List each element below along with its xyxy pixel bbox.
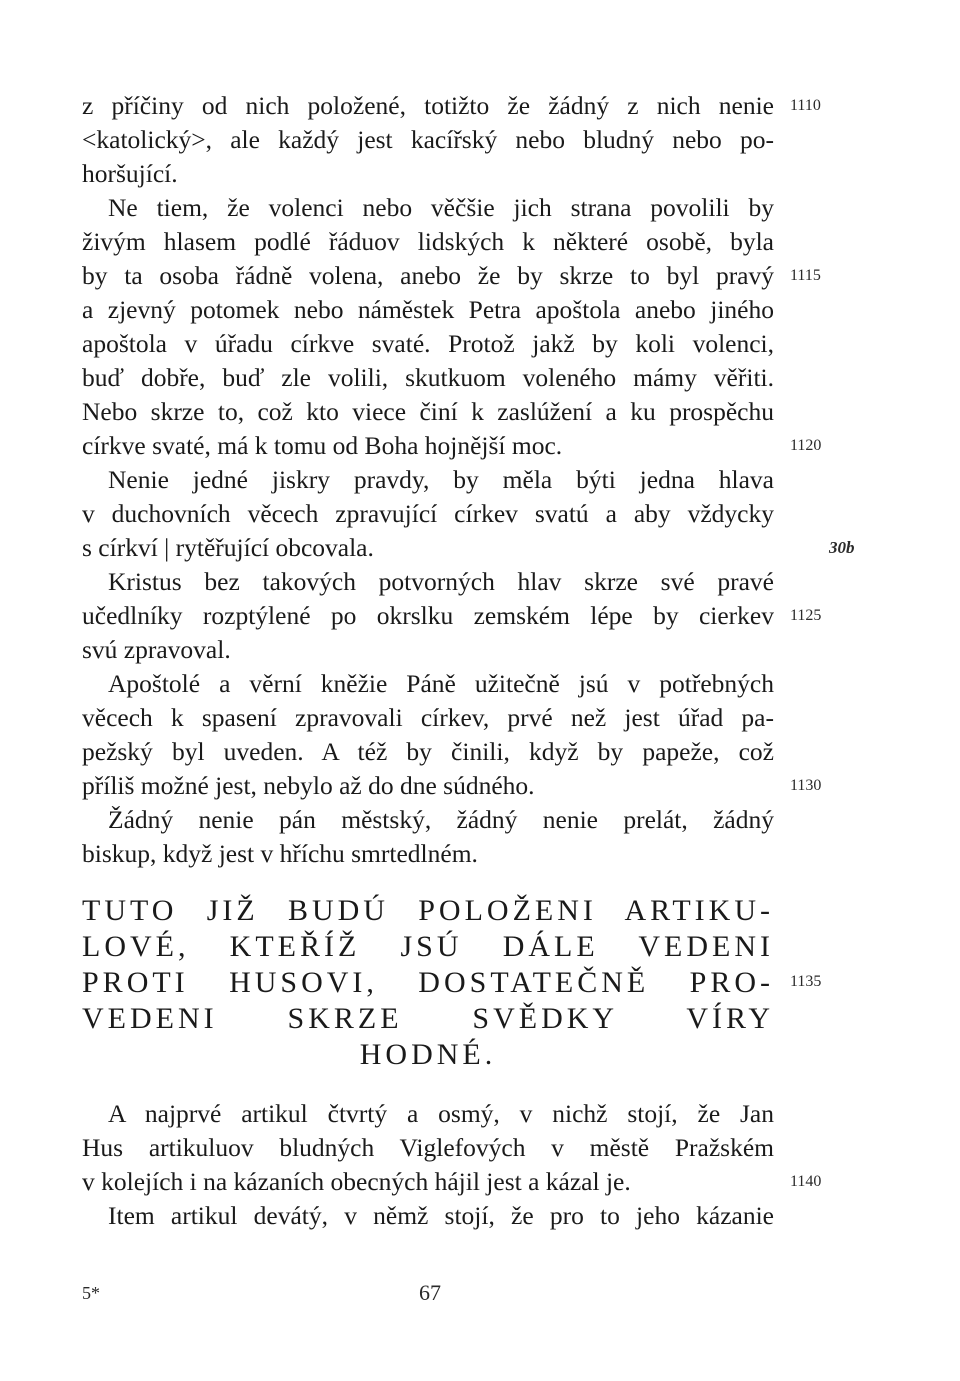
text-line: horšující.	[82, 159, 178, 188]
line-number: 1120	[790, 437, 822, 454]
text-line: věcech k spasení zpravovali církev, prvé než jest úřad pa-	[82, 703, 774, 732]
text-line: buď dobře, buď zle volili, skutkuom voleného mámy věřiti.	[82, 363, 774, 392]
page-number: 67	[419, 1280, 441, 1305]
line-number: 1125	[790, 607, 822, 624]
text-line: Nenie jedné jiskry pravdy, by měla býti jedna hlava	[108, 465, 774, 494]
text-line: učedlníky rozptýlené po okrslku zemském lépe by cierkev	[82, 601, 774, 630]
text-line: z příčiny od nich položené, totižto že žádný z nich nenie	[82, 91, 774, 120]
text-line: živým hlasem podlé řáduov lidských k některé osobě, byla	[82, 227, 774, 256]
signature-mark: 5*	[82, 1283, 100, 1303]
text-line: by ta osoba řádně volena, anebo že by skrze to byl pravý	[82, 261, 774, 290]
text-line: A najprvé artikul čtvrtý a osmý, v nichž stojí, že Jan	[108, 1099, 774, 1128]
text-line: a zjevný potomek nebo náměstek Petra apoštola anebo jiného	[82, 295, 774, 324]
folio-marker: 30b	[829, 538, 855, 557]
text-line: církve svaté, má k tomu od Boha hojnější moc.	[82, 431, 563, 460]
text-line: Hus artikuluov bludných Viglefových v městě Pražském	[82, 1133, 774, 1162]
line-number: 1130	[790, 777, 822, 794]
section-heading-line: LOVÉ, KTEŘÍŽ JSÚ DÁLE VEDENI	[82, 930, 774, 963]
text-line: příliš možné jest, nebylo až do dne súdného.	[82, 771, 535, 800]
text-line: Apoštolé a věrní kněžie Páně užitečně jsú v potřebných	[108, 669, 774, 698]
text-line: apoštola v úřadu církve svaté. Protož jakž by koli volenci,	[82, 329, 774, 358]
line-number: 1110	[790, 97, 821, 114]
section-heading-line: VEDENI SKRZE SVĚDKY VÍRY	[82, 1002, 774, 1035]
text-line: Žádný nenie pán městský, žádný nenie prelát, žádný	[108, 805, 774, 834]
text-line: s církví | rytěřující obcovala.	[82, 533, 374, 562]
text-line: v kolejích i na kázaních obecných hájil jest a kázal je.	[82, 1167, 631, 1196]
section-heading-line: TUTO JIŽ BUDÚ POLOŽENI ARTIKU-	[82, 894, 774, 927]
text-line: biskup, když jest v hříchu smrtedlném.	[82, 839, 478, 868]
section-heading-line: HODNÉ.	[359, 1038, 497, 1071]
text-line: <katolický>, ale každý jest kacířský nebo bludný nebo po-	[82, 125, 774, 154]
line-number: 1140	[790, 1173, 822, 1190]
line-number: 1115	[790, 267, 821, 284]
text-line: svú zpravoval.	[82, 635, 231, 664]
section-heading-line: PROTI HUSOVI, DOSTATEČNĚ PRO-	[82, 966, 774, 999]
text-line: Item artikul devátý, v němž stojí, že pro to jeho kázanie	[108, 1201, 774, 1230]
text-line: Kristus bez takových potvorných hlav skrze své pravé	[108, 567, 774, 596]
text-line: Ne tiem, že volenci nebo věčšie jich strana povolili by	[108, 193, 774, 222]
text-line: Nebo skrze to, což kto viece činí k zaslúžení a ku prospěchu	[82, 397, 774, 426]
text-line: pežský byl uveden. A též by činili, když by papeže, což	[82, 737, 774, 766]
line-number: 1135	[790, 973, 822, 990]
text-line: v duchovních věcech zpravující církev svatú a aby vždycky	[82, 499, 774, 528]
